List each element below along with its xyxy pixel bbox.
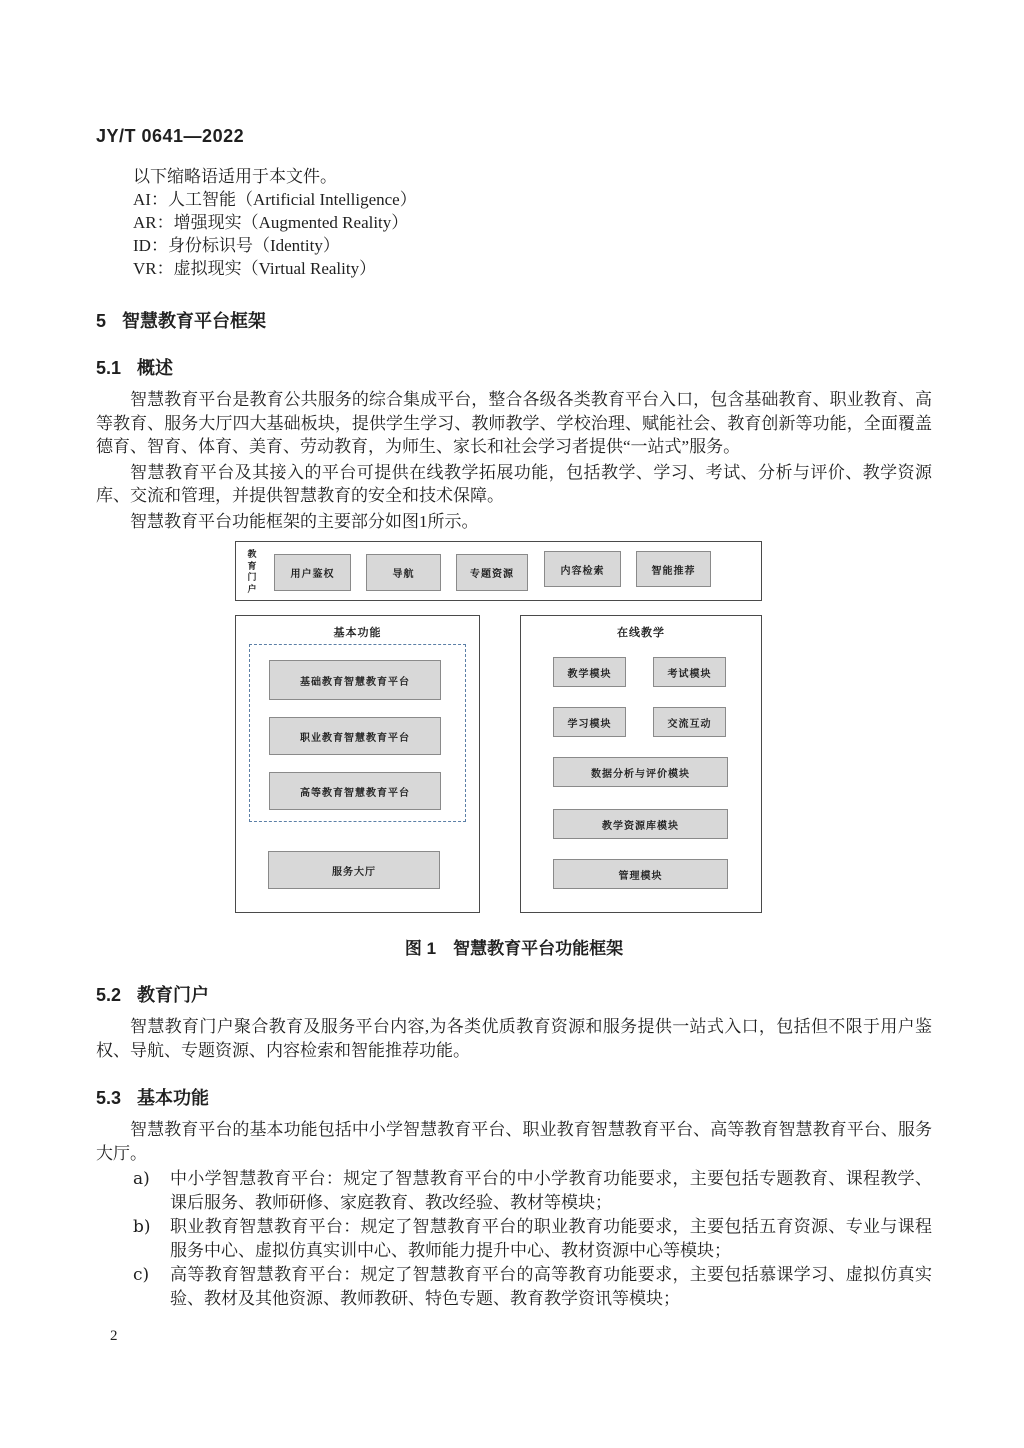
portal-box-content-search: 内容检索 [544, 551, 621, 587]
list-item-label: c) [133, 1265, 150, 1285]
paragraph: 智慧教育平台的基本功能包括中小学智慧教育平台、职业教育智慧教育平台、高等教育智慧教育平台、服务大厅。 [96, 1120, 932, 1163]
section-title: 概述 [137, 358, 174, 378]
portal-vertical-label: 教育门户 [247, 549, 257, 594]
paragraph: 智慧教育平台及其接入的平台可提供在线教学拓展功能，包括教学、学习、考试、分析与评价、教学资源库、交流和管理，并提供智慧教育的安全和技术保障。 [96, 462, 932, 505]
box-resource-library-module: 教学资源库模块 [553, 809, 728, 839]
list-item-text: 中小学智慧教育平台：规定了智慧教育平台的中小学教育功能要求，主要包括专题教育、课程教学、课后服务、教师研修、家庭教育、教改经验、教材等模块； [170, 1169, 932, 1212]
abbreviation-line: AR：增强现实（Augmented Reality） [133, 213, 409, 232]
document-header: JY/T 0641—2022 [96, 126, 245, 146]
box-teaching-module: 教学模块 [553, 657, 626, 687]
paragraph: 智慧教育平台是教育公共服务的综合集成平台，整合各级各类教育平台入口，包含基础教育、职业教育、高等教育、服务大厅四大基础板块，提供学生学习、教师教学、学校治理、赋能社会、教育创新等功能，全面覆盖德育、智育、体育、美育、劳动教育，为师生、家长和社会学习者提供“一站式”服务。 [96, 390, 932, 456]
list-item-text: 高等教育智慧教育平台：规定了智慧教育平台的高等教育功能要求，主要包括慕课学习、虚拟仿真实验、教材及其他资源、教师教研、特色专题、教育教学资讯等模块； [170, 1265, 932, 1308]
list-item [133, 1263, 932, 1311]
section-heading-portal [96, 984, 932, 1006]
figure-1-caption: 图 1 智慧教育平台功能框架 [404, 939, 624, 958]
page-number: 2 [110, 1328, 118, 1344]
section-title: 基本功能 [137, 1088, 210, 1108]
chapter-number: 5 [96, 311, 107, 331]
section-number: 5.3 [96, 1088, 122, 1108]
abbreviation-line: ID：身份标识号（Identity） [133, 236, 340, 255]
platforms-dashed-group [249, 644, 466, 822]
paragraph: 智慧教育平台功能框架的主要部分如图1所示。 [130, 511, 479, 531]
box-service-hall: 服务大厅 [268, 851, 440, 889]
abbreviations-intro: 以下缩略语适用于本文件。 [133, 167, 337, 186]
portal-box-smart-recommend: 智能推荐 [636, 551, 711, 587]
box-vocational-education-platform: 职业教育智慧教育平台 [269, 717, 441, 755]
portal-box-navigation: 导航 [366, 554, 441, 591]
education-portal-bar [235, 541, 762, 601]
box-basic-education-platform: 基础教育智慧教育平台 [269, 660, 441, 700]
section-number: 5.2 [96, 985, 122, 1005]
chapter-title: 智慧教育平台框架 [122, 311, 267, 331]
list-item-label: a) [133, 1169, 150, 1189]
list-item [133, 1167, 932, 1215]
online-teaching-panel [520, 615, 762, 913]
list-item [133, 1215, 932, 1263]
portal-box-topic-resources: 专题资源 [456, 554, 528, 591]
section-number: 5.1 [96, 358, 122, 378]
abbreviation-line: VR：虚拟现实（Virtual Reality） [133, 259, 377, 278]
platform-requirements-list [133, 1167, 932, 1311]
box-exam-module: 考试模块 [653, 657, 726, 687]
box-management-module: 管理模块 [553, 859, 728, 889]
box-higher-education-platform: 高等教育智慧教育平台 [269, 772, 441, 810]
paragraph: 智慧教育门户聚合教育及服务平台内容,为各类优质教育资源和服务提供一站式入口，包括但不限于用户鉴权、导航、专题资源、内容检索和智能推荐功能。 [96, 1017, 932, 1060]
section-heading-overview [96, 357, 932, 379]
abbreviation-line: AI：人工智能（Artificial Intelligence） [133, 190, 417, 209]
figure-1-diagram [235, 541, 762, 916]
online-panel-title: 在线教学 [617, 627, 665, 639]
box-learning-module: 学习模块 [553, 707, 626, 737]
abbreviations-block [133, 165, 932, 280]
chapter-heading [96, 310, 932, 332]
section-title: 教育门户 [137, 985, 210, 1005]
section-heading-basic [96, 1087, 932, 1109]
basic-panel-title: 基本功能 [333, 627, 382, 639]
box-data-analysis-module: 数据分析与评价模块 [553, 757, 728, 787]
portal-box-user-auth: 用户鉴权 [274, 554, 351, 591]
list-item-text: 职业教育智慧教育平台：规定了智慧教育平台的职业教育功能要求，主要包括五育资源、专业与课程服务中心、虚拟仿真实训中心、教师能力提升中心、教材资源中心等模块； [170, 1217, 932, 1260]
basic-functions-panel [235, 615, 480, 913]
list-item-label: b) [133, 1217, 151, 1237]
box-interaction-module: 交流互动 [653, 707, 726, 737]
